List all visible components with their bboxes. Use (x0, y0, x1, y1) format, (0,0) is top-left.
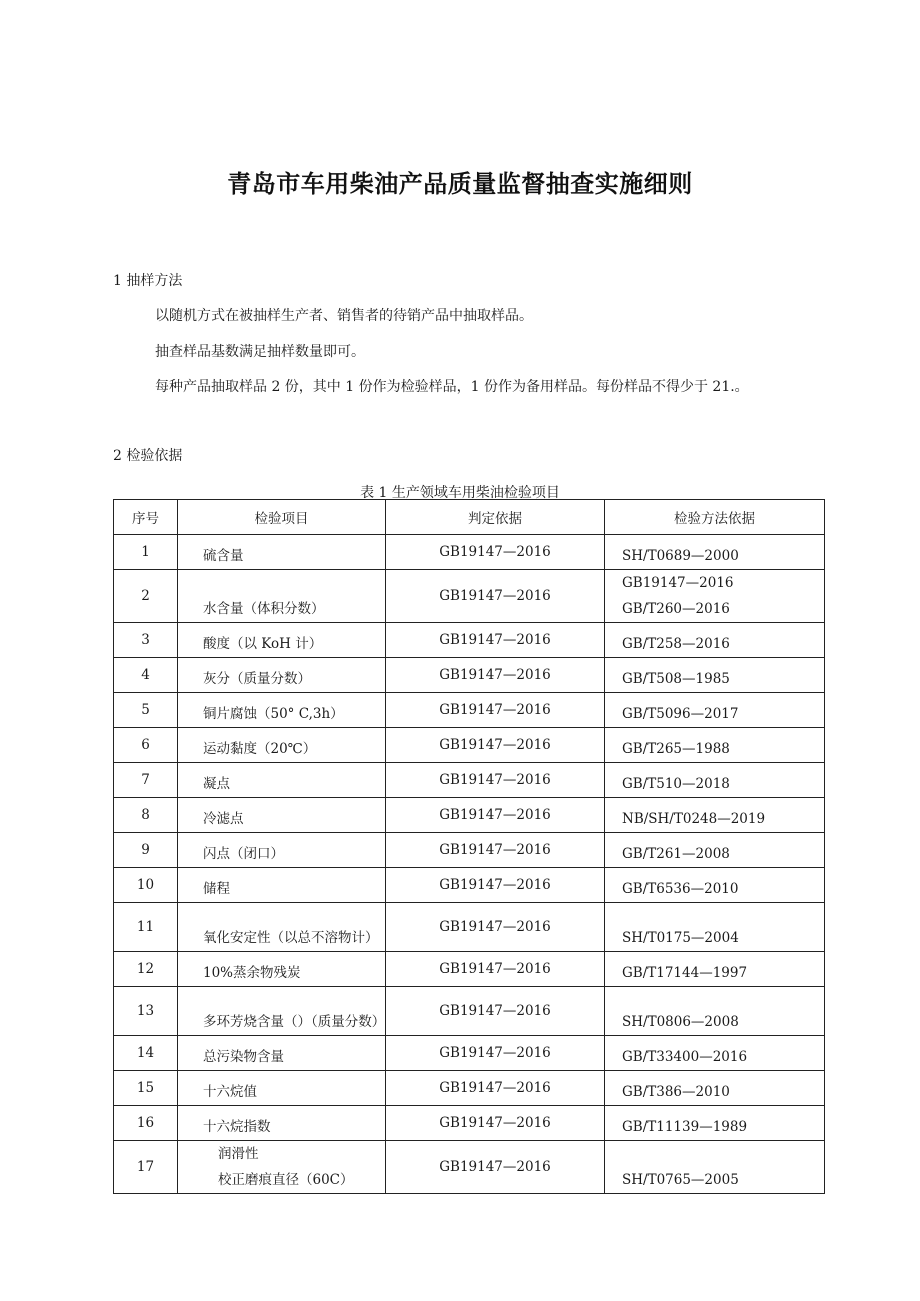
row-method-line: GB19147—2016 (622, 575, 734, 591)
row-item: 灰分（质量分数） (178, 658, 386, 693)
row-no: 14 (114, 1036, 178, 1071)
row-no: 7 (114, 763, 178, 798)
row-method: GB/T11139—1989 (605, 1106, 825, 1141)
row-item: 冷滤点 (178, 798, 386, 833)
header-basis: 判定依据 (386, 500, 605, 535)
row-item: 氧化安定性（以总不溶物计） (178, 903, 386, 952)
row-item: 水含量（体积分数） (178, 570, 386, 623)
row-item: 凝点 (178, 763, 386, 798)
row-basis: GB19147—2016 (386, 798, 605, 833)
table-row (114, 658, 825, 693)
row-no: 12 (114, 952, 178, 987)
row-no: 17 (114, 1141, 178, 1194)
row-item: 十六烷值 (178, 1071, 386, 1106)
row-basis: GB19147—2016 (386, 1141, 605, 1194)
row-item: 铜片腐蚀（50° C,3h） (178, 693, 386, 728)
row-item: 10%蒸余物残炭 (178, 952, 386, 987)
row-method: GB/T5096—2017 (605, 693, 825, 728)
table-row (114, 798, 825, 833)
row-no: 5 (114, 693, 178, 728)
section-1-heading: 1 抽样方法 (113, 273, 183, 289)
table-row (114, 728, 825, 763)
row-basis: GB19147—2016 (386, 693, 605, 728)
row-method-line: GB/T260—2016 (622, 601, 730, 617)
row-item: 酸度（以 KoH 计） (178, 623, 386, 658)
table-row (114, 868, 825, 903)
row-basis: GB19147—2016 (386, 1071, 605, 1106)
row-no: 2 (114, 570, 178, 623)
row-method: GB/T510—2018 (605, 763, 825, 798)
row-basis: GB19147—2016 (386, 987, 605, 1036)
table-row (114, 1071, 825, 1106)
row-basis: GB19147—2016 (386, 658, 605, 693)
row-no: 3 (114, 623, 178, 658)
row-method: GB/T17144—1997 (605, 952, 825, 987)
row-no: 13 (114, 987, 178, 1036)
row-item: 运动黏度（20℃） (178, 728, 386, 763)
row-method: GB/T6536—2010 (605, 868, 825, 903)
row-no: 16 (114, 1106, 178, 1141)
row-no: 9 (114, 833, 178, 868)
row-method: SH/T0806—2008 (605, 987, 825, 1036)
section-1-paragraph: 以随机方式在被抽样生产者、销售者的待销产品中抽取样品。 (155, 308, 533, 324)
table-caption: 表 1 生产领域车用柴油检验项目 (360, 485, 560, 501)
row-basis: GB19147—2016 (386, 903, 605, 952)
table-header-row (114, 500, 825, 535)
row-item: 多环芳烧含量（）（质量分数） (178, 987, 386, 1036)
row-item-line: 校正磨痕直径（60C） (218, 1172, 354, 1188)
table-row (114, 987, 825, 1036)
row-basis: GB19147—2016 (386, 1036, 605, 1071)
row-basis: GB19147—2016 (386, 868, 605, 903)
row-item: 闪点（闭口） (178, 833, 386, 868)
row-item (178, 1141, 386, 1194)
table-row (114, 1141, 825, 1194)
row-basis: GB19147—2016 (386, 952, 605, 987)
row-no: 4 (114, 658, 178, 693)
table-row (114, 535, 825, 570)
row-basis: GB19147—2016 (386, 535, 605, 570)
row-item: 硫含量 (178, 535, 386, 570)
row-method: GB/T261—2008 (605, 833, 825, 868)
row-basis: GB19147—2016 (386, 728, 605, 763)
row-no: 8 (114, 798, 178, 833)
document-title: 青岛市车用柴油产品质量监督抽查实施细则 (227, 170, 693, 198)
row-basis: GB19147—2016 (386, 623, 605, 658)
table-row (114, 570, 825, 623)
section-1-paragraph: 抽查样品基数满足抽样数量即可。 (155, 344, 365, 360)
header-no: 序号 (114, 500, 178, 535)
table-row (114, 1036, 825, 1071)
row-method: GB/T508—1985 (605, 658, 825, 693)
row-basis: GB19147—2016 (386, 1106, 605, 1141)
row-item: 总污染物含量 (178, 1036, 386, 1071)
table-row (114, 693, 825, 728)
table-row (114, 833, 825, 868)
header-item: 检验项目 (178, 500, 386, 535)
row-item: 十六烷指数 (178, 1106, 386, 1141)
row-item-line: 润滑性 (218, 1146, 259, 1162)
row-basis: GB19147—2016 (386, 570, 605, 623)
row-no: 10 (114, 868, 178, 903)
table-row (114, 623, 825, 658)
row-no: 15 (114, 1071, 178, 1106)
row-basis: GB19147—2016 (386, 763, 605, 798)
row-method: GB/T386—2010 (605, 1071, 825, 1106)
table-row (114, 1106, 825, 1141)
row-method: GB/T265—1988 (605, 728, 825, 763)
table-row (114, 952, 825, 987)
row-method: SH/T0175—2004 (605, 903, 825, 952)
row-method: SH/T0765—2005 (605, 1141, 825, 1194)
row-method: SH/T0689—2000 (605, 535, 825, 570)
table-row (114, 903, 825, 952)
row-item: 储程 (178, 868, 386, 903)
row-method: GB/T258—2016 (605, 623, 825, 658)
inspection-items-table (113, 499, 825, 1194)
section-1-paragraph: 每种产品抽取样品 2 份，其中 1 份作为检验样品，1 份作为备用样品。每份样品不得少于 21.。 (155, 379, 749, 395)
row-method: GB/T33400—2016 (605, 1036, 825, 1071)
section-2-heading: 2 检验依据 (113, 448, 183, 464)
row-basis: GB19147—2016 (386, 833, 605, 868)
row-method (605, 570, 825, 623)
row-no: 6 (114, 728, 178, 763)
row-method: NB/SH/T0248—2019 (605, 798, 825, 833)
row-no: 11 (114, 903, 178, 952)
table-row (114, 763, 825, 798)
header-method: 检验方法依据 (605, 500, 825, 535)
row-no: 1 (114, 535, 178, 570)
